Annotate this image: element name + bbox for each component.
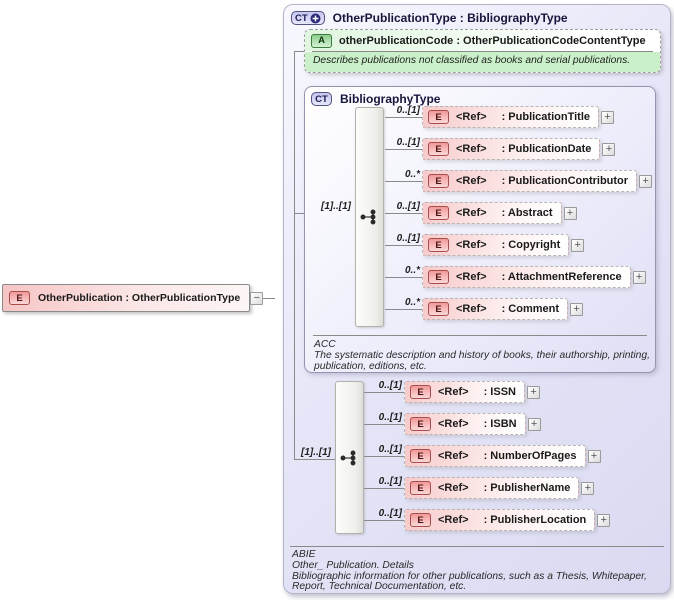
element-name: : Copyright	[501, 239, 561, 251]
annotation-text: The systematic description and history of books, their authorship, printing, publication, editions, etc.	[314, 350, 650, 372]
collapse-icon[interactable]: −	[250, 292, 263, 305]
element-node[interactable]	[404, 477, 579, 499]
root-element-label: OtherPublication : OtherPublicationType	[38, 292, 241, 304]
expand-icon[interactable]: +	[602, 143, 615, 156]
cardinality-label: 0..*	[404, 265, 420, 276]
element-ref: <Ref>	[438, 482, 469, 494]
connector-line	[263, 298, 275, 299]
element-ref: <Ref>	[438, 450, 469, 462]
annotation-text: Other_ Publication. Details	[292, 559, 414, 571]
cardinality-label: 0..[1]	[378, 412, 402, 423]
element-name: : PublicationTitle	[501, 111, 590, 123]
connector-line	[364, 520, 404, 521]
connector-line	[385, 201, 422, 225]
element-ref: <Ref>	[456, 239, 487, 251]
element-badge-icon: E	[410, 481, 431, 495]
cardinality-label: 0..[1]	[378, 508, 402, 519]
element-badge-icon: E	[428, 142, 449, 156]
attribute-badge-icon: A	[311, 34, 332, 48]
element-ref: <Ref>	[438, 418, 469, 430]
element-row	[385, 105, 614, 129]
element-node[interactable]	[404, 381, 525, 403]
expand-icon[interactable]: +	[588, 450, 601, 463]
expand-icon[interactable]: +	[597, 514, 610, 527]
element-badge-icon: E	[428, 206, 449, 220]
element-name: : PublisherName	[483, 482, 571, 494]
sequence-icon	[340, 450, 360, 466]
element-name: : PublicationDate	[501, 143, 592, 155]
expand-icon[interactable]: +	[571, 239, 584, 252]
connector-line	[385, 169, 422, 193]
expand-icon[interactable]: +	[601, 111, 614, 124]
sequence-icon	[360, 209, 380, 225]
element-ref: <Ref>	[456, 111, 487, 123]
divider	[290, 546, 664, 547]
complex-type-badge-icon: CT	[291, 11, 325, 25]
expand-icon[interactable]: +	[570, 303, 583, 316]
annotation-tag: ABIE	[292, 549, 316, 560]
cardinality-label: 0..[1]	[396, 233, 420, 244]
connector-line	[364, 392, 404, 393]
root-element-row	[2, 284, 275, 312]
connector-line	[364, 424, 404, 425]
connector-line	[385, 233, 422, 257]
element-ref: <Ref>	[438, 386, 469, 398]
base-type-annotation	[314, 339, 654, 372]
connector-line	[364, 412, 404, 436]
expand-icon[interactable]: +	[528, 418, 541, 431]
base-type-header	[311, 92, 440, 106]
sequence-compartment[interactable]	[355, 107, 384, 327]
expand-icon[interactable]: +	[581, 482, 594, 495]
connector-line	[385, 105, 422, 129]
connector-line	[294, 459, 335, 460]
cardinality-label: 0..[1]	[378, 444, 402, 455]
element-row	[364, 444, 601, 468]
element-name: : ISBN	[483, 418, 517, 430]
element-badge-icon: E	[410, 385, 431, 399]
element-row	[385, 233, 584, 257]
element-ref: <Ref>	[456, 175, 487, 187]
cardinality-label: 0..[1]	[396, 137, 420, 148]
element-ref: <Ref>	[438, 514, 469, 526]
connector-line	[385, 181, 422, 182]
element-badge-icon: E	[428, 174, 449, 188]
sequence-compartment[interactable]	[335, 381, 364, 534]
element-row	[364, 380, 540, 404]
element-node[interactable]	[422, 170, 637, 192]
connector-line	[364, 456, 404, 457]
connector-line	[364, 380, 404, 404]
element-node[interactable]	[422, 106, 599, 128]
element-node[interactable]	[422, 202, 562, 224]
connector-line	[385, 297, 422, 321]
element-name: : PublicationContributor	[501, 175, 629, 187]
root-element-node[interactable]	[2, 284, 250, 312]
connector-line	[385, 117, 422, 118]
connector-line	[364, 488, 404, 489]
connector-line	[364, 444, 404, 468]
element-row	[385, 265, 646, 289]
complex-type-container[interactable]	[283, 4, 671, 594]
expand-icon[interactable]: +	[527, 386, 540, 399]
element-node[interactable]	[404, 509, 595, 531]
element-name: : Comment	[501, 303, 560, 315]
cardinality-label: 0..[1]	[378, 380, 402, 391]
element-name: : ISSN	[483, 386, 516, 398]
element-ref: <Ref>	[456, 271, 487, 283]
connector-line	[385, 309, 422, 310]
cardinality-label: 0..[1]	[396, 201, 420, 212]
attribute-name-row	[305, 30, 660, 51]
plus-circle-icon	[310, 13, 321, 24]
attribute-name: otherPublicationCode : OtherPublicationCodeContentType	[339, 34, 646, 47]
attribute-node[interactable]	[304, 29, 661, 73]
sequence-cardinality-label: [1]..[1]	[301, 447, 331, 458]
sequence-cardinality-label: [1]..[1]	[321, 201, 351, 212]
element-row	[385, 169, 652, 193]
complex-type-header	[291, 11, 568, 25]
element-row	[364, 508, 610, 532]
element-node[interactable]	[422, 298, 568, 320]
connector-line	[385, 137, 422, 161]
element-node[interactable]	[422, 266, 631, 288]
abie-annotation	[292, 550, 668, 593]
connector-line	[385, 265, 422, 289]
connector-line	[364, 476, 404, 500]
expand-icon[interactable]: +	[633, 271, 646, 284]
complex-type-badge-icon: CT	[311, 92, 332, 106]
element-badge-icon: E	[9, 291, 30, 305]
element-row	[385, 137, 615, 161]
connector-line	[294, 51, 304, 52]
element-ref: <Ref>	[456, 303, 487, 315]
expand-icon[interactable]: +	[639, 175, 652, 188]
connector-line	[294, 51, 295, 459]
cardinality-label: 0..[1]	[378, 476, 402, 487]
element-badge-icon: E	[428, 270, 449, 284]
complex-type-title: OtherPublicationType : BibliographyType	[332, 11, 568, 25]
connector-line	[385, 277, 422, 278]
expand-icon[interactable]: +	[564, 207, 577, 220]
element-node[interactable]	[404, 413, 526, 435]
element-row	[364, 412, 541, 436]
connector-line	[385, 149, 422, 150]
attribute-annotation: Describes publications not classified as books and serial publications.	[305, 52, 660, 73]
element-badge-icon: E	[410, 449, 431, 463]
element-badge-icon: E	[410, 417, 431, 431]
element-row	[385, 201, 577, 225]
element-name: : AttachmentReference	[501, 271, 622, 283]
divider	[313, 335, 647, 336]
connector-line	[385, 213, 422, 214]
base-type-title: BibliographyType	[340, 92, 441, 106]
cardinality-label: 0..*	[404, 297, 420, 308]
base-type-node[interactable]	[304, 86, 656, 373]
element-ref: <Ref>	[456, 143, 487, 155]
element-node[interactable]	[404, 445, 586, 467]
annotation-tag: ACC	[314, 339, 336, 350]
element-badge-icon: E	[428, 110, 449, 124]
element-row	[364, 476, 594, 500]
annotation-text: Bibliographic information for other publications, such as a Thesis, Whitepaper, Report, Technical Documentation, etc.	[292, 570, 647, 593]
cardinality-label: 0..[1]	[396, 105, 420, 116]
element-name: : Abstract	[501, 207, 553, 219]
element-badge-icon: E	[428, 302, 449, 316]
connector-line	[385, 245, 422, 246]
element-row	[385, 297, 583, 321]
element-ref: <Ref>	[456, 207, 487, 219]
element-name: : NumberOfPages	[483, 450, 577, 462]
element-badge-icon: E	[428, 238, 449, 252]
element-node[interactable]	[422, 234, 569, 256]
element-node[interactable]	[422, 138, 600, 160]
element-badge-icon: E	[410, 513, 431, 527]
connector-line	[364, 508, 404, 532]
cardinality-label: 0..*	[404, 169, 420, 180]
element-name: : PublisherLocation	[483, 514, 587, 526]
